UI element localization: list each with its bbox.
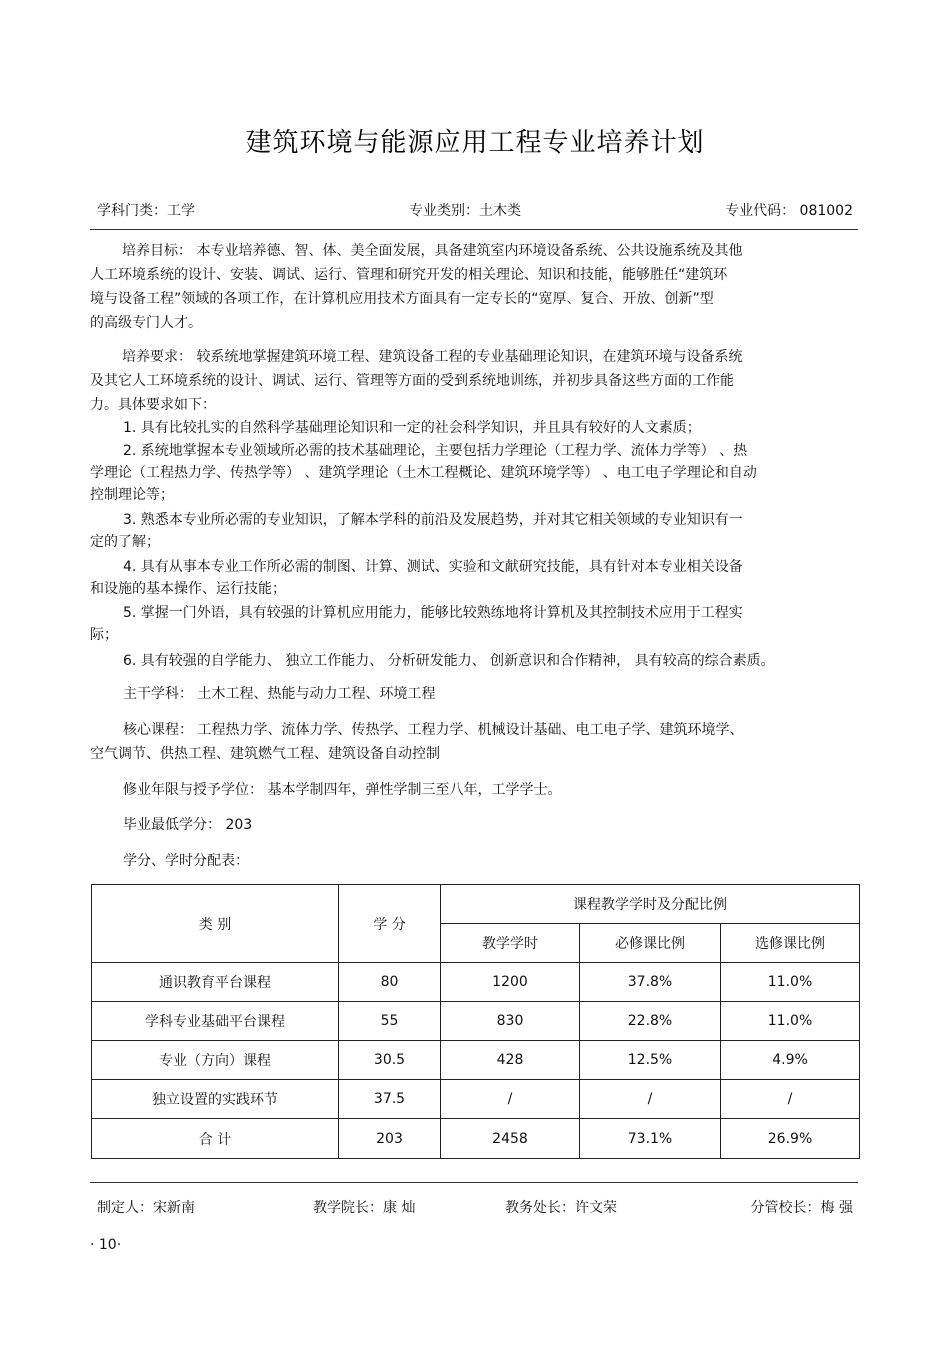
row-elective: 4.9% <box>721 1041 860 1080</box>
bottom-divider <box>90 1182 858 1183</box>
table-total-row <box>92 1119 860 1159</box>
text-line: 际； <box>90 627 118 643</box>
text-line: 定的了解； <box>90 534 160 550</box>
meta-row <box>97 200 853 220</box>
row-required: 37.8% <box>580 963 721 1002</box>
header-group: 课程教学学时及分配比例 <box>441 885 860 924</box>
discipline-label: 学科门类：工学 <box>97 203 195 219</box>
text-line: 培养目标： 本专业培养德、智、体、美全面发展，具备建筑室内环境设备系统、公共设施系统及其他 <box>122 243 743 259</box>
table-row <box>92 1002 860 1041</box>
header-required-ratio: 必修课比例 <box>580 924 721 963</box>
row-hours: 428 <box>441 1041 580 1080</box>
table-header-row <box>92 885 860 924</box>
text-line: 5. 掌握一门外语，具有较强的计算机应用能力，能够比较熟练地将计算机及其控制技术应用于工程实 <box>123 605 743 621</box>
text-line: 空气调节、供热工程、建筑燃气工程、建筑设备自动控制 <box>90 746 440 762</box>
row-elective: 11.0% <box>721 963 860 1002</box>
table-row <box>92 963 860 1002</box>
text-line: 人工环境系统的设计、安装、调试、运行、管理和研究开发的相关理论、知识和技能，能够胜任“建筑环 <box>90 267 728 283</box>
header-elective-ratio: 选修课比例 <box>721 924 860 963</box>
text-line: 3. 熟悉本专业所必需的专业知识，了解本学科的前沿及发展趋势，并对其它相关领域的专业知识有一 <box>123 512 743 528</box>
major-code-label: 专业代码： 081002 <box>725 203 853 219</box>
row-credits: 37.5 <box>339 1080 441 1119</box>
credit-hours-table <box>91 884 860 1159</box>
row-elective: 26.9% <box>721 1119 860 1159</box>
text-line: 主干学科： 土木工程、热能与动力工程、环境工程 <box>123 686 436 702</box>
category-label: 专业类别：土木类 <box>409 203 521 219</box>
row-hours: 2458 <box>441 1119 580 1159</box>
dean-signature: 教学院长：康 灿 <box>313 1200 416 1216</box>
study-duration <box>90 778 860 802</box>
row-hours: / <box>441 1080 580 1119</box>
row-category: 合 计 <box>92 1119 339 1159</box>
text-line: 力。具体要求如下： <box>90 397 216 413</box>
header-credits: 学 分 <box>339 885 441 963</box>
requirement-item-3 <box>90 509 860 553</box>
row-hours: 1200 <box>441 963 580 1002</box>
text-line: 学理论（工程热力学、传热学等） 、建筑学理论（土木工程概论、建筑环境学等） 、电工电子学理论和自动 <box>90 465 757 481</box>
text-line: 的高级专门人才。 <box>90 315 202 331</box>
text-line: 毕业最低学分： 203 <box>123 817 253 833</box>
text-line: 修业年限与授予学位： 基本学制四年，弹性学制三至八年，工学学士。 <box>123 782 562 798</box>
requirement-item-1 <box>90 416 860 440</box>
text-line: 1. 具有比较扎实的自然科学基础理论知识和一定的社会科学知识，并且具有较好的人文素质； <box>123 420 701 436</box>
table-row <box>92 1041 860 1080</box>
row-required: 22.8% <box>580 1002 721 1041</box>
text-line: 6. 具有较强的自学能力、 独立工作能力、 分析研发能力、 创新意识和合作精神， 具有较高的综合素质。 <box>123 653 775 669</box>
header-category: 类 别 <box>92 885 339 963</box>
row-credits: 30.5 <box>339 1041 441 1080</box>
row-elective: 11.0% <box>721 1002 860 1041</box>
top-divider <box>90 229 858 230</box>
table-caption <box>90 849 860 873</box>
page-title: 建筑环境与能源应用工程专业培养计划 <box>245 128 705 158</box>
requirement-item-5 <box>90 602 860 646</box>
requirement-item-2 <box>90 440 860 506</box>
row-category: 通识教育平台课程 <box>92 963 339 1002</box>
row-required: 12.5% <box>580 1041 721 1080</box>
row-category: 专业（方向）课程 <box>92 1041 339 1080</box>
row-category: 独立设置的实践环节 <box>92 1080 339 1119</box>
text-line: 控制理论等； <box>90 487 174 503</box>
requirement-item-4 <box>90 556 860 600</box>
text-line: 2. 系统地掌握本专业领域所必需的技术基础理论，主要包括力学理论（工程力学、流体力学等） 、热 <box>123 443 748 459</box>
page-number: · 10· <box>90 1237 122 1253</box>
training-requirements-paragraph <box>90 345 860 417</box>
text-line: 学分、学时分配表： <box>123 853 249 869</box>
row-required: 73.1% <box>580 1119 721 1159</box>
text-line: 核心课程： 工程热力学、流体力学、传热学、工程力学、机械设计基础、电工电子学、建筑环境学、 <box>123 722 744 738</box>
text-line: 培养要求： 较系统地掌握建筑环境工程、建筑设备工程的专业基础理论知识，在建筑环境与设备系统 <box>122 349 743 365</box>
signature-row <box>97 1197 853 1217</box>
requirement-item-6 <box>90 649 860 673</box>
row-credits: 80 <box>339 963 441 1002</box>
core-courses <box>90 718 860 766</box>
text-line: 及其它人工环境系统的设计、调试、运行、管理等方面的受到系统地训练，并初步具备这些方面的工作能 <box>90 373 734 389</box>
row-elective: / <box>721 1080 860 1119</box>
header-hours: 教学学时 <box>441 924 580 963</box>
vice-president-signature: 分管校长：梅 强 <box>750 1200 853 1216</box>
text-line: 4. 具有从事本专业工作所必需的制图、计算、测试、实验和文献研究技能，具有针对本专业相关设备 <box>123 559 743 575</box>
row-required: / <box>580 1080 721 1119</box>
text-line: 境与设备工程”领域的各项工作，在计算机应用技术方面具有一定专长的“宽厚、复合、开放、创新”型 <box>90 291 714 307</box>
row-category: 学科专业基础平台课程 <box>92 1002 339 1041</box>
table-row <box>92 1080 860 1119</box>
row-hours: 830 <box>441 1002 580 1041</box>
minimum-credits <box>90 813 860 837</box>
row-credits: 203 <box>339 1119 441 1159</box>
training-goal-paragraph <box>90 239 860 335</box>
office-signature: 教务处长：许文荣 <box>505 1200 617 1216</box>
main-subjects <box>90 682 860 706</box>
row-credits: 55 <box>339 1002 441 1041</box>
author-signature: 制定人：宋新南 <box>97 1200 195 1216</box>
text-line: 和设施的基本操作、运行技能； <box>90 581 286 597</box>
